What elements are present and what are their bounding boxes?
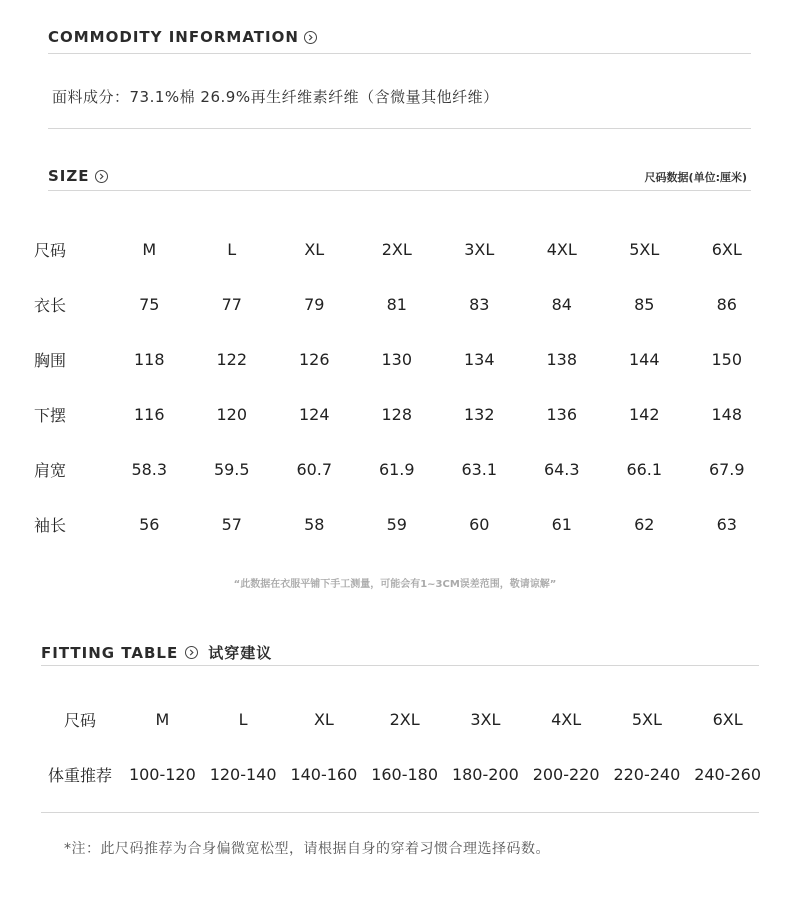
fitting-note: *注：此尺码推荐为合身偏微宽松型，请根据自身的穿着习惯合理选择码数。	[64, 841, 550, 857]
table-cell: 200-220	[532, 765, 600, 784]
table-cell: 142	[628, 405, 660, 424]
table-cell: 61.9	[378, 460, 415, 479]
table-cell: 134	[463, 350, 495, 369]
table-row	[34, 442, 768, 497]
table-cell: 4XL	[546, 240, 577, 259]
fitting-section-title	[41, 642, 272, 663]
table-cell: 150	[711, 350, 743, 369]
table-row	[38, 747, 768, 802]
table-cell: 62	[634, 515, 655, 534]
table-cell: 86	[716, 295, 737, 314]
table-cell: 81	[386, 295, 407, 314]
chevron-circle-right-icon	[95, 170, 108, 183]
table-cell: 83	[469, 295, 490, 314]
table-cell: 116	[133, 405, 165, 424]
table-cell: 63.1	[461, 460, 498, 479]
size-title-text: SIZE	[48, 167, 90, 185]
table-cell: 3XL	[470, 710, 501, 729]
commodity-section-title	[48, 28, 317, 46]
table-cell: 56	[139, 515, 160, 534]
table-cell: 240-260	[694, 765, 762, 784]
row-label: 胸围	[34, 351, 67, 370]
table-cell: 61	[551, 515, 572, 534]
table-cell: 140-160	[290, 765, 358, 784]
table-cell: 4XL	[551, 710, 582, 729]
table-cell: 77	[221, 295, 242, 314]
fitting-table	[38, 692, 768, 802]
table-cell: XL	[313, 710, 334, 729]
unit-label: 尺码数据(单位:厘米)	[644, 171, 747, 184]
table-cell: 100-120	[128, 765, 196, 784]
table-cell: M	[155, 710, 170, 729]
table-cell: 3XL	[464, 240, 495, 259]
table-cell: 63	[716, 515, 737, 534]
measurement-note: “此数据在衣服平铺下手工测量，可能会有1~3CM误差范围，敬请谅解”	[233, 579, 557, 590]
table-row	[38, 692, 768, 747]
row-label: 尺码	[34, 241, 67, 260]
table-cell: L	[227, 240, 237, 259]
row-label: 体重推荐	[47, 766, 112, 785]
table-cell: 60.7	[296, 460, 333, 479]
table-cell: 148	[711, 405, 743, 424]
table-cell: 59	[386, 515, 407, 534]
row-label: 衣长	[34, 296, 67, 315]
table-cell: 5XL	[629, 240, 660, 259]
table-cell: 130	[381, 350, 413, 369]
commodity-title-text: COMMODITY INFORMATION	[48, 28, 299, 46]
row-label: 下摆	[34, 406, 67, 425]
row-label: 尺码	[63, 711, 96, 730]
table-cell: 120	[216, 405, 248, 424]
chevron-circle-right-icon	[304, 31, 317, 44]
table-cell: 118	[133, 350, 165, 369]
table-cell: 75	[139, 295, 160, 314]
row-label: 袖长	[34, 516, 67, 535]
table-cell: 2XL	[381, 240, 412, 259]
fitting-subtitle: 试穿建议	[208, 644, 273, 662]
table-cell: 144	[628, 350, 660, 369]
table-cell: 57	[221, 515, 242, 534]
table-cell: 58	[304, 515, 325, 534]
table-cell: 85	[634, 295, 655, 314]
fitting-title-text: FITTING TABLE	[41, 643, 179, 662]
table-cell: 120-140	[209, 765, 277, 784]
divider	[48, 190, 751, 191]
table-cell: 136	[546, 405, 578, 424]
table-cell: M	[142, 240, 157, 259]
table-cell: 122	[216, 350, 248, 369]
table-cell: XL	[304, 240, 325, 259]
size-table	[34, 222, 768, 552]
table-cell: 64.3	[543, 460, 580, 479]
table-row	[34, 332, 768, 387]
table-cell: L	[238, 710, 248, 729]
table-cell: 59.5	[213, 460, 250, 479]
table-cell: 128	[381, 405, 413, 424]
table-cell: 58.3	[131, 460, 168, 479]
row-label: 肩宽	[34, 461, 67, 480]
table-row	[34, 277, 768, 332]
table-cell: 132	[463, 405, 495, 424]
table-row	[34, 222, 768, 277]
table-cell: 2XL	[389, 710, 420, 729]
table-cell: 124	[298, 405, 330, 424]
table-cell: 79	[304, 295, 325, 314]
table-cell: 6XL	[711, 240, 742, 259]
divider	[41, 812, 759, 813]
fabric-composition: 面料成分：73.1%棉 26.9%再生纤维素纤维（含微量其他纤维）	[52, 88, 499, 106]
divider	[48, 53, 751, 54]
table-cell: 180-200	[451, 765, 519, 784]
table-cell: 160-180	[371, 765, 439, 784]
chevron-circle-right-icon	[185, 646, 198, 659]
table-cell: 6XL	[712, 710, 743, 729]
table-cell: 67.9	[708, 460, 745, 479]
table-row	[34, 497, 768, 552]
table-cell: 138	[546, 350, 578, 369]
table-row	[34, 387, 768, 442]
divider	[41, 665, 759, 666]
table-cell: 66.1	[626, 460, 663, 479]
table-cell: 5XL	[631, 710, 662, 729]
divider	[48, 128, 751, 129]
table-cell: 84	[551, 295, 572, 314]
table-cell: 220-240	[613, 765, 681, 784]
table-cell: 60	[469, 515, 490, 534]
size-section-title	[48, 167, 108, 185]
table-cell: 126	[298, 350, 330, 369]
